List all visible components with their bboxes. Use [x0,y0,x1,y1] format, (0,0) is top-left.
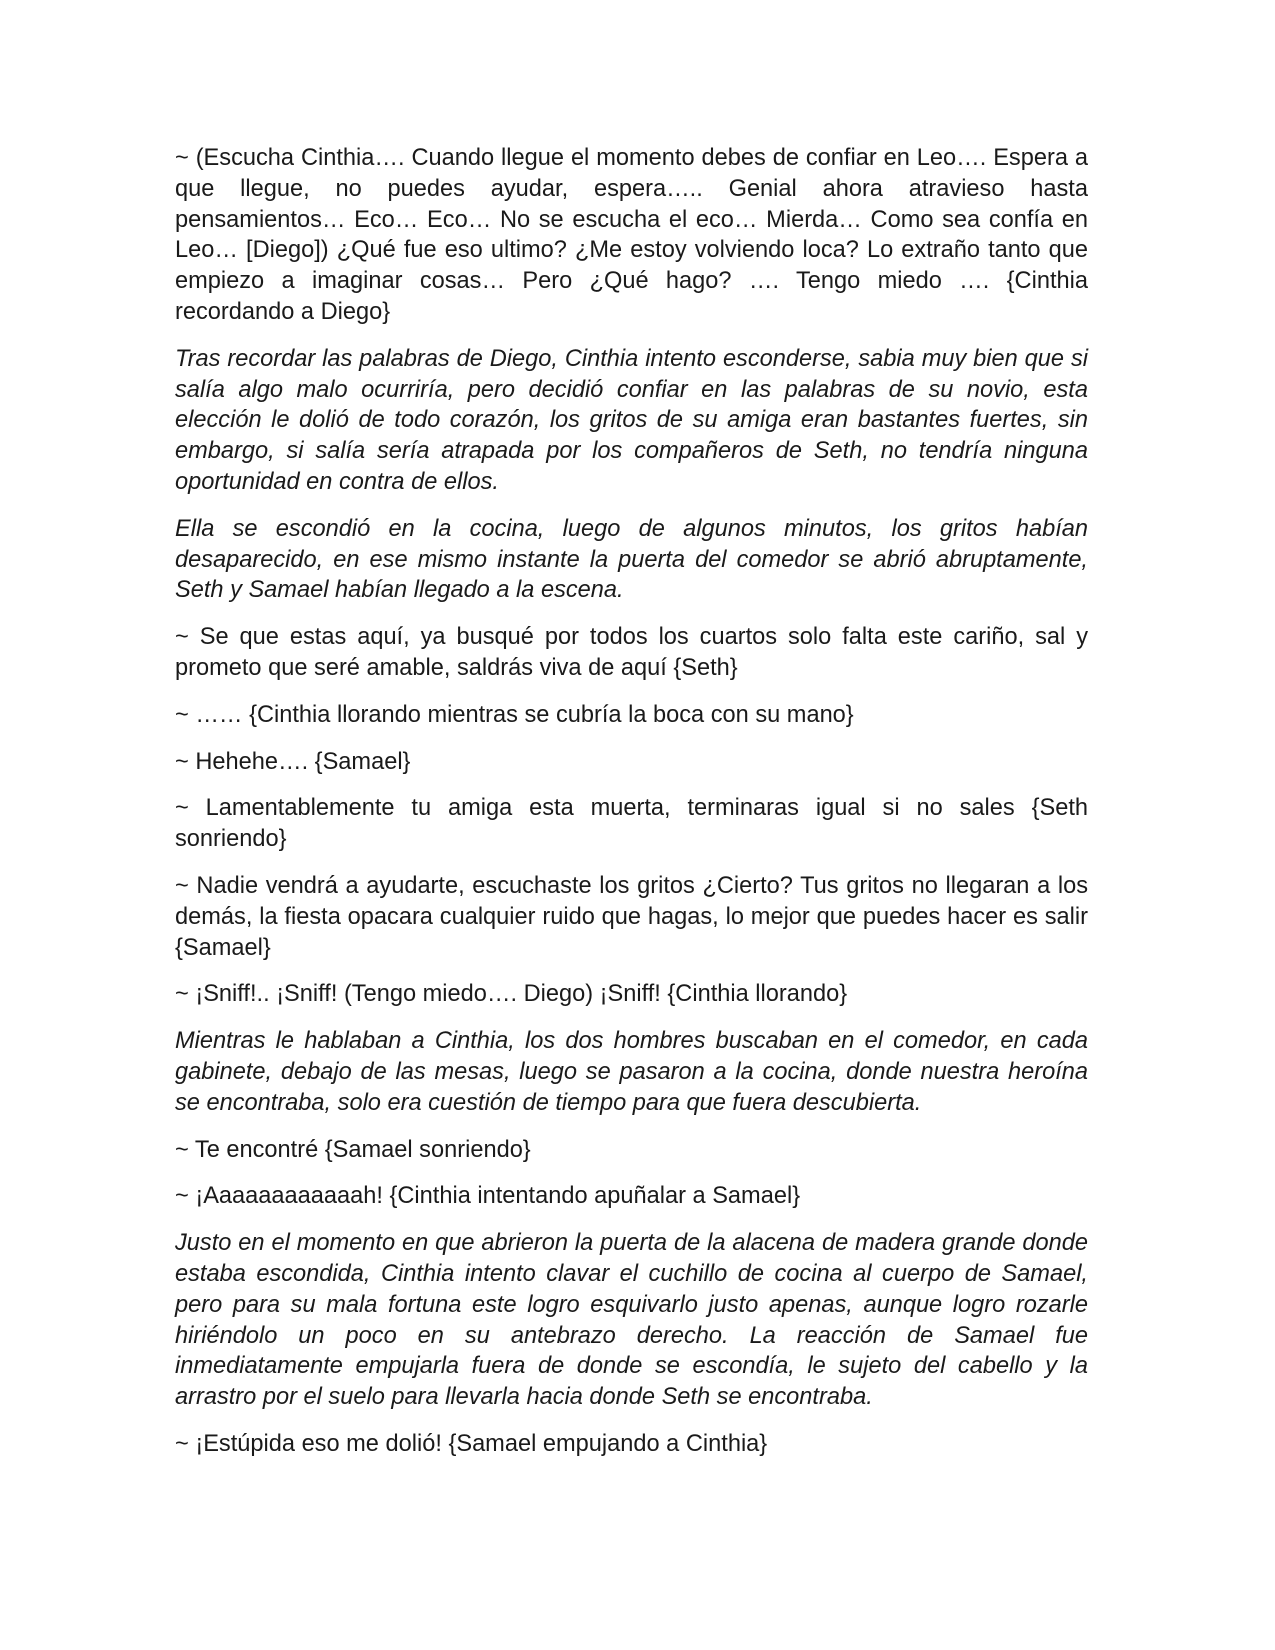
paragraph-dialogue: ~ Se que estas aquí, ya busqué por todos los cuartos solo falta este cariño, sal y prometo que seré amable, saldrás viva de aquí {Seth} [175,624,1088,681]
paragraph-dialogue: ~ (Escucha Cinthia…. Cuando llegue el momento debes de confiar en Leo…. Espera a que llegue, no puedes ayudar, espera….. Genial ahora atravieso hasta pensamientos… Eco… Eco… No se escucha el eco… Mierda… Como sea confía en Leo… [Diego]) ¿Qué fue eso ultimo? ¿Me estoy volviendo loca? Lo extraño tanto que empiezo a imaginar cosas… Pero ¿Qué hago? …. Tengo miedo …. {Cinthia recordando a Diego} [175,145,1088,325]
paragraph-narration: Mientras le hablaban a Cinthia, los dos hombres buscaban en el comedor, en cada gabinete, debajo de las mesas, luego se pasaron a la cocina, donde nuestra heroína se encontraba, solo era cuestión de tiempo para que fuera descubierta. [175,1028,1088,1116]
paragraph-narration: Ella se escondió en la cocina, luego de algunos minutos, los gritos habían desaparecido, en ese mismo instante la puerta del comedor se abrió abruptamente, Seth y Samael habían llegado a la escena. [175,515,1088,604]
paragraph-dialogue: ~ ¡Aaaaaaaaaaaah! {Cinthia intentando apuñalar a Samael} [175,1183,801,1210]
paragraph-dialogue: ~ Lamentablemente tu amiga esta muerta, terminaras igual si no sales {Seth sonriendo} [175,795,1088,853]
paragraph-dialogue: ~ Hehehe…. {Samael} [175,748,411,775]
paragraph-dialogue: ~ ¡Sniff!.. ¡Sniff! (Tengo miedo…. Diego) ¡Sniff! {Cinthia llorando} [175,981,848,1008]
paragraph-dialogue: ~ …… {Cinthia llorando mientras se cubría la boca con su mano} [175,701,854,728]
document-body [175,143,1088,1476]
paragraph-narration: Tras recordar las palabras de Diego, Cinthia intento esconderse, sabia muy bien que si salía algo malo ocurriría, pero decidió confiar en las palabras de su novio, esta elección le dolió de todo corazón, los gritos de su amiga eran bastantes fuertes, sin embargo, si salía sería atrapada por los compañeros de Seth, no tendría ninguna oportunidad en contra de ellos. [175,345,1088,495]
paragraph-narration: Justo en el momento en que abrieron la puerta de la alacena de madera grande donde estaba escondida, Cinthia intento clavar el cuchillo de cocina al cuerpo de Samael, pero para su mala fortuna este logro esquivarlo justo apenas, aunque logro rozarle hiriéndolo un poco en su antebrazo derecho. La reacción de Samael fue inmediatamente empujarla fuera de donde se escondía, le sujeto del cabello y la arrastro por el suelo para llevarla hacia donde Seth se encontraba. [175,1230,1088,1411]
paragraph-dialogue: ~ ¡Estúpida eso me dolió! {Samael empujando a Cinthia} [175,1430,768,1457]
paragraph-dialogue: ~ Nadie vendrá a ayudarte, escuchaste los gritos ¿Cierto? Tus gritos no llegaran a los demás, la fiesta opacara cualquier ruido que hagas, lo mejor que puedes hacer es salir {Samael} [175,872,1088,961]
paragraph-dialogue: ~ Te encontré {Samael sonriendo} [175,1136,531,1163]
